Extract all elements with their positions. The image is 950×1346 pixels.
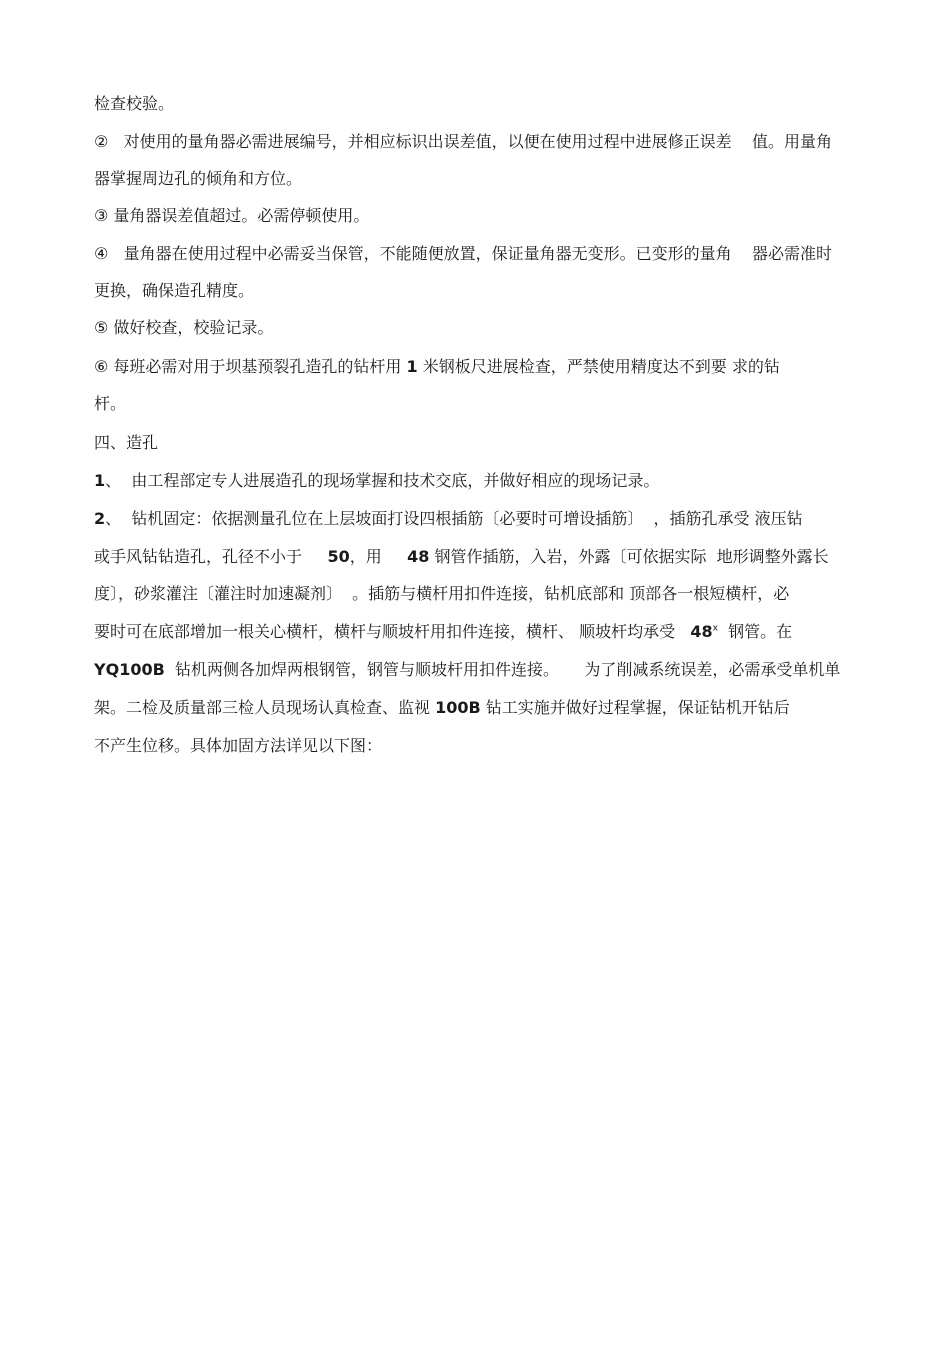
list-item-2-cont [94,169,302,189]
text: 更换，确保造孔精度。 [94,281,255,300]
number: 1 [406,357,418,376]
text: 钢管作插筋，入岩，外露〔可依据实际 地形调整外露长 [429,547,829,566]
text: 或手风钻钻造孔，孔径不小于 [94,547,328,566]
text: 架。二检及质量部三检人员现场认真检查、监视 [94,698,436,717]
text: 杆。 [94,394,127,413]
text-line [94,94,174,114]
paragraph-2-line-6 [94,698,790,718]
model-number: YQ100B [94,660,165,679]
paragraph-2-line-5 [94,660,840,680]
text: 度〕，砂浆灌注〔灌注时加速凝剂〕 。插筋与横杆用扣件连接，钻机底部和 顶部各一根短横杆，必 [94,584,790,603]
text: 钻工实施并做好过程掌握，保证钻机开钻后 [480,698,790,717]
text: ③ 量角器误差值超过。必需停顿使用。 [94,206,370,225]
list-item-4-cont [94,281,254,301]
text: 钢管。在 [717,622,793,641]
heading-text: 四、造孔 [94,433,159,452]
text: 检查校验。 [94,94,175,113]
paragraph-2-line-4 [94,622,792,642]
number: 50 [327,547,350,566]
list-item-6-cont [94,394,126,414]
text: 不产生位移。具体加固方法详见以下图： [94,736,383,755]
text: ② 对使用的量角器必需进展编号，并相应标识出误差值，以便在使用过程中进展修正误差 值。用量角 [94,132,832,151]
paragraph-2-line-7 [94,736,382,756]
list-item-3 [94,206,369,226]
text: ⑥ 每班必需对用于坝基预裂孔造孔的钻杆用 [94,357,407,376]
text: ，用 [349,547,408,566]
text: 钻机两侧各加焊两根钢管，钢管与顺坡杆用扣件连接。 为了削减系统误差，必需承受单机单 [164,660,841,679]
list-item-5 [94,318,273,338]
paragraph-1 [94,471,659,491]
model-number: 100B [435,698,481,717]
paragraph-number: 2 [94,509,106,528]
text: 、 钻机固定：依据测量孔位在上层坡面打设四根插筋〔必要时可增设插筋〕 ，插筋孔承受 液压钻 [105,509,803,528]
text: 、 由工程部定专人进展造孔的现场掌握和技术交底，并做好相应的现场记录。 [105,471,660,490]
paragraph-number: 1 [94,471,106,490]
text: ④ 量角器在使用过程中必需妥当保管，不能随便放置，保证量角器无变形。已变形的量角 器必需准时 [94,244,832,263]
list-item-6 [94,357,780,377]
text: 要时可在底部增加一根关心横杆，横杆与顺坡杆用扣件连接，横杆、 顺坡杆均承受 [94,622,691,641]
text: 器掌握周边孔的倾角和方位。 [94,169,303,188]
superscript: x [712,623,718,634]
paragraph-2-line-2 [94,547,829,567]
paragraph-2-line-3 [94,584,789,604]
text: 米钢板尺进展检查，严禁使用精度达不到要 求的钻 [417,357,780,376]
text: ⑤ 做好校查，校验记录。 [94,318,274,337]
list-item-4 [94,244,832,264]
number: 48 [690,622,713,641]
list-item-2 [94,132,832,152]
number: 48 [407,547,430,566]
section-heading [94,433,158,453]
paragraph-2-line-1 [94,509,803,529]
